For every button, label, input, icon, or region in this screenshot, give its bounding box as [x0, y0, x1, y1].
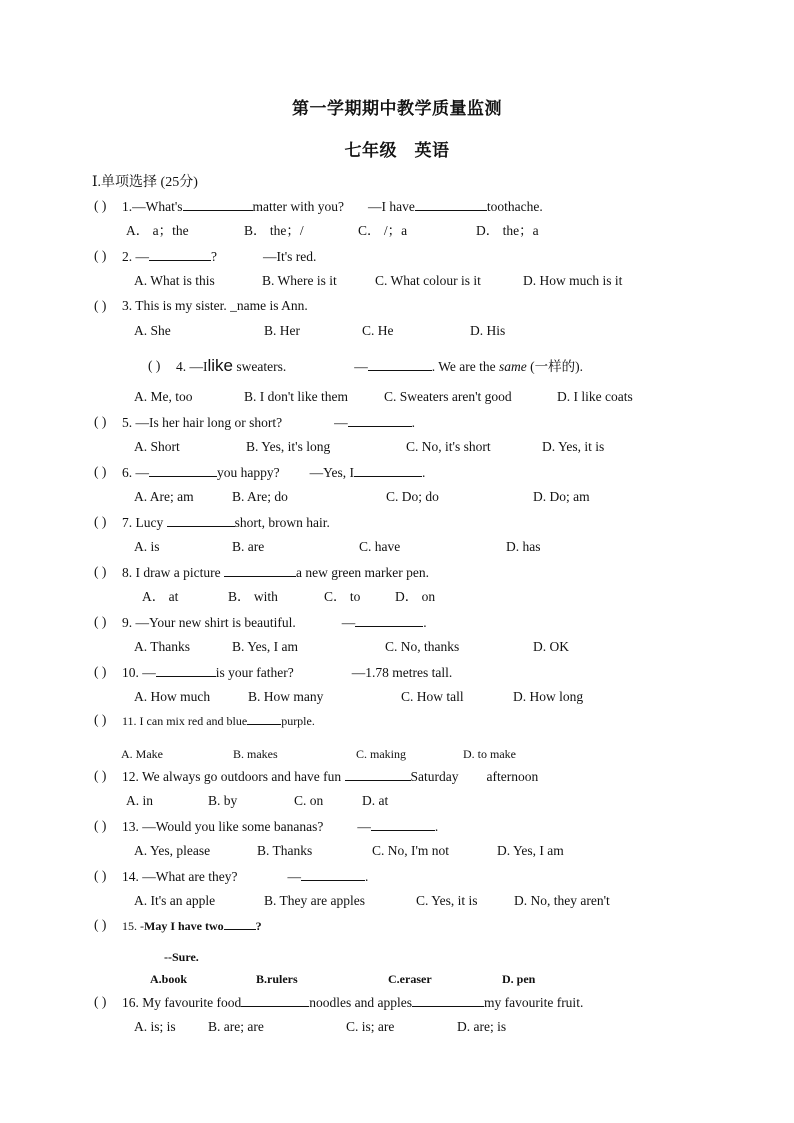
option-a: A. Make: [121, 747, 163, 761]
option-d: D. pen: [502, 972, 536, 986]
answer-blank: [156, 663, 216, 677]
question-11: 11. I can mix red and blue purple.: [122, 711, 315, 730]
question-3: 3. This is my sister. _name is Ann.: [122, 298, 308, 313]
option-c: C. No, it's short: [406, 439, 491, 454]
option-a: A. How much: [134, 689, 211, 704]
option-d: D. to make: [463, 747, 516, 761]
option-c: C． to: [324, 589, 361, 604]
option-b: B.rulers: [256, 972, 298, 986]
option-a: A. Are; am: [134, 489, 194, 504]
question-12: 12. We always go outdoors and have fun Saturday afternoon: [122, 769, 539, 784]
option-a: A. Thanks: [134, 639, 190, 654]
option-d: D. How much is it: [523, 273, 623, 288]
option-d: D. at: [362, 793, 389, 808]
question-7: 7. Lucy short, brown hair.: [122, 515, 330, 530]
answer-blank: [224, 916, 256, 930]
option-a: A. is: [134, 539, 160, 554]
option-b: B． with: [228, 589, 278, 604]
answer-paren: ( ): [94, 464, 107, 479]
answer-paren: ( ): [94, 917, 107, 932]
option-a: A. She: [134, 323, 171, 338]
answer-blank: [345, 767, 411, 781]
answer-blank: [167, 513, 235, 527]
question-1: 1.—What's matter with you? —I have toothache.: [122, 199, 543, 214]
answer-blank: [183, 197, 253, 211]
option-d: D. I like coats: [557, 389, 633, 404]
question-15-reply: --Sure.: [164, 950, 199, 964]
question-8: 8. I draw a picture a new green marker pen.: [122, 565, 430, 580]
answer-paren: ( ): [94, 768, 107, 783]
option-c: C. No, I'm not: [372, 843, 450, 858]
answer-paren: ( ): [94, 712, 107, 727]
option-b: B. by: [208, 793, 238, 808]
answer-paren: ( ): [94, 818, 107, 833]
option-b: B. makes: [233, 747, 278, 761]
question-10: 10. — is your father? —1.78 metres tall.: [122, 665, 453, 680]
option-d: D. No, they aren't: [514, 893, 610, 908]
answer-blank: [371, 817, 435, 831]
option-b: B． the；/: [244, 223, 304, 238]
option-c: C. He: [362, 323, 394, 338]
answer-blank: [301, 867, 365, 881]
option-c: C． /；a: [358, 223, 408, 238]
option-c: C. have: [359, 539, 401, 554]
answer-blank: [412, 993, 484, 1007]
exam-title: 第一学期期中教学质量监测: [292, 99, 502, 119]
answer-paren: ( ): [94, 198, 107, 213]
option-a: A. What is this: [134, 273, 215, 288]
option-c: C. on: [294, 793, 324, 808]
answer-blank: [355, 613, 423, 627]
answer-blank: [224, 563, 296, 577]
option-c: C. making: [356, 747, 406, 761]
answer-blank: [241, 993, 309, 1007]
question-13: 13. —Would you like some bananas? — .: [122, 819, 439, 834]
option-a: A.book: [150, 972, 188, 986]
option-c: C. Yes, it is: [416, 893, 478, 908]
answer-paren: ( ): [94, 994, 107, 1009]
question-4: 4. —Ilike sweaters. — . We are the same (一样的).: [176, 356, 584, 375]
option-d: D． on: [395, 589, 436, 604]
answer-paren: ( ): [94, 868, 107, 883]
question-9: 9. —Your new shirt is beautiful. — .: [122, 615, 427, 630]
question-6: 6. — you happy? —Yes, I .: [122, 465, 426, 480]
option-b: B. Are; do: [232, 489, 288, 504]
option-d: D. are; is: [457, 1019, 507, 1034]
option-d: D. Do; am: [533, 489, 590, 504]
answer-blank: [149, 463, 217, 477]
question-14: 14. —What are they? — .: [122, 869, 369, 884]
answer-paren: ( ): [148, 358, 161, 373]
option-b: B. Yes, it's long: [246, 439, 331, 454]
question-15: 15. -May I have two ?: [122, 916, 262, 935]
option-b: B. How many: [248, 689, 324, 704]
option-d: D. has: [506, 539, 541, 554]
answer-blank: [415, 197, 487, 211]
option-a: A． at: [142, 589, 179, 604]
option-c: C. What colour is it: [375, 273, 481, 288]
question-16: 16. My favourite food noodles and apples my favourite fruit.: [122, 995, 584, 1010]
option-a: A． a；the: [126, 223, 189, 238]
option-b: B. Thanks: [257, 843, 313, 858]
answer-blank: [354, 463, 422, 477]
answer-paren: ( ): [94, 664, 107, 679]
option-a: A. Short: [134, 439, 180, 454]
option-d: D. How long: [513, 689, 584, 704]
answer-blank: [149, 247, 211, 261]
option-a: A. in: [126, 793, 153, 808]
option-a: A. Yes, please: [134, 843, 211, 858]
option-c: C. Sweaters aren't good: [384, 389, 512, 404]
answer-paren: ( ): [94, 298, 107, 313]
option-b: B. Her: [264, 323, 300, 338]
option-b: B. I don't like them: [244, 389, 349, 404]
exam-subtitle: 七年级 英语: [344, 141, 450, 161]
option-d: D． the；a: [476, 223, 539, 238]
question-2: 2. — ? —It's red.: [122, 249, 317, 264]
option-d: D. Yes, I am: [497, 843, 564, 858]
option-a: A. It's an apple: [134, 893, 216, 908]
option-a: A. is; is: [134, 1019, 176, 1034]
option-b: B. They are apples: [264, 893, 365, 908]
option-d: D. His: [470, 323, 506, 338]
answer-paren: ( ): [94, 248, 107, 263]
option-d: D. Yes, it is: [542, 439, 605, 454]
option-c: C. is; are: [346, 1019, 395, 1034]
option-b: B. are: [232, 539, 265, 554]
option-c: C. Do; do: [386, 489, 439, 504]
option-b: B. Yes, I am: [232, 639, 299, 654]
option-d: D. OK: [533, 639, 569, 654]
option-c: C.eraser: [388, 972, 432, 986]
option-a: A. Me, too: [134, 389, 193, 404]
option-c: C. No, thanks: [385, 639, 460, 654]
answer-paren: ( ): [94, 414, 107, 429]
answer-blank: [247, 711, 281, 725]
answer-paren: ( ): [94, 614, 107, 629]
section-heading: Ⅰ.单项选择 (25分): [92, 175, 198, 190]
answer-blank: [368, 357, 432, 371]
answer-paren: ( ): [94, 564, 107, 579]
option-b: B. Where is it: [262, 273, 337, 288]
option-c: C. How tall: [401, 689, 464, 704]
answer-blank: [348, 413, 412, 427]
answer-paren: ( ): [94, 514, 107, 529]
question-5: 5. —Is her hair long or short? — .: [122, 415, 415, 430]
option-b: B. are; are: [208, 1019, 264, 1034]
